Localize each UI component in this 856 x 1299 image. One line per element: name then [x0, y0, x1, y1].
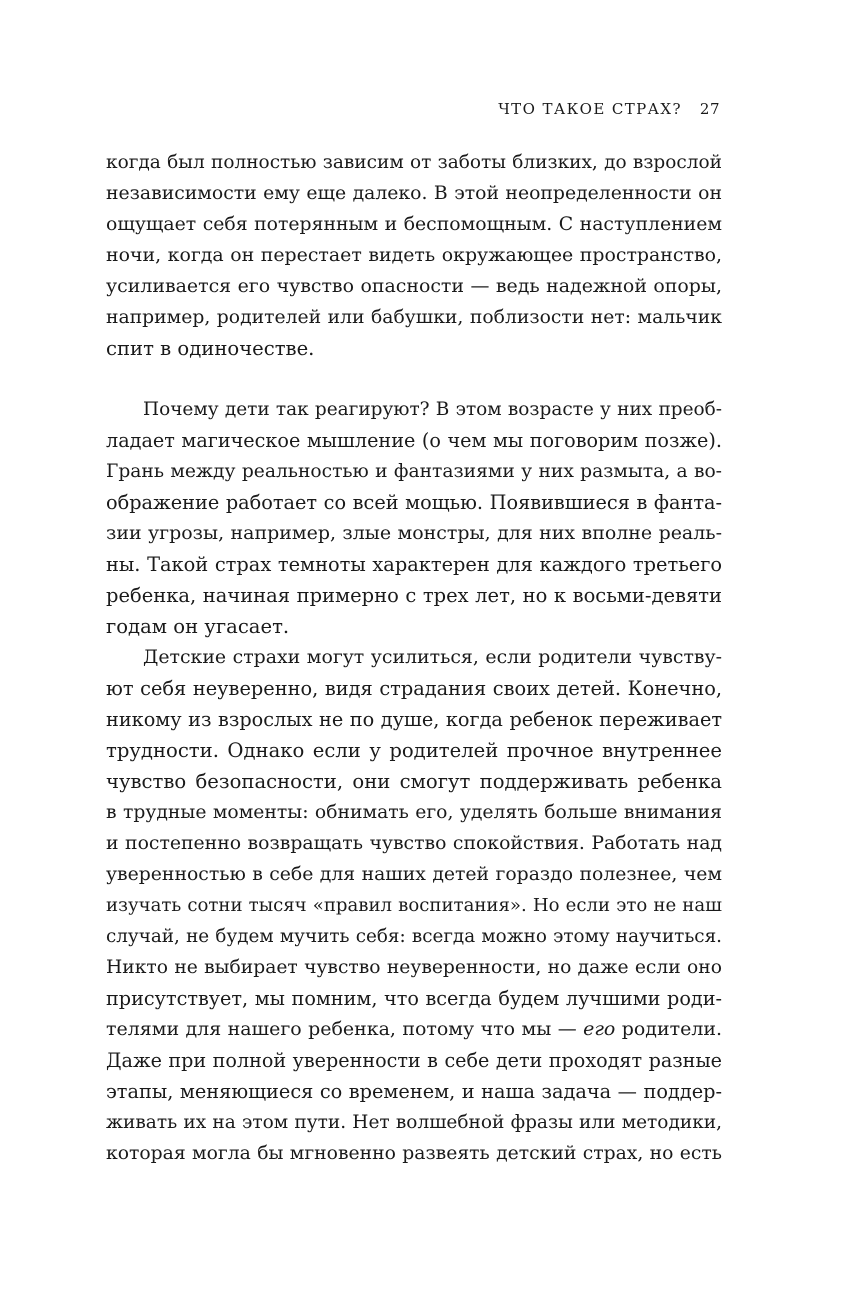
text-line: ображение работает со всей мощью. Появившиеся в фанта-: [106, 491, 722, 514]
text-line: ребенка, начиная примерно с трех лет, но к восьми-девяти: [106, 584, 722, 607]
text-line: зии угрозы, например, злые монстры, для них вполне реаль-: [106, 522, 722, 544]
text-line: никому из взрослых не по душе, когда ребенок переживает: [106, 708, 722, 731]
text-fragment: родители.: [621, 1018, 723, 1040]
text-line: которая могла бы мгновенно развеять детский страх, но есть: [106, 1143, 722, 1164]
body-text: [106, 394, 722, 1169]
text-line: независимости ему еще далеко. В этой неопределенности он: [106, 183, 722, 204]
text-line: присутствует, мы помним, что всегда будем лучшими роди-: [106, 987, 722, 1010]
text-line: этапы, меняющиеся со временем, и наша задача — поддер-: [106, 1080, 722, 1103]
text-line: изучать сотни тысяч «правил воспитания». Но если это не наш: [106, 895, 722, 916]
chapter-title: ЧТО ТАКОЕ СТРАХ?: [498, 100, 682, 118]
text-line: Детские страхи могут усилиться, если родители чувству-: [143, 646, 722, 668]
text-line: случай, не будем мучить себя: всегда можно этому научиться.: [106, 926, 722, 947]
text-line: ладает магическое мышление (о чем мы поговорим позже).: [106, 429, 722, 452]
text-line: трудности. Однако если у родителей прочное внутреннее: [106, 739, 722, 762]
text-line-with-emphasis: [106, 1014, 722, 1045]
text-line: ночи, когда он перестает видеть окружающее пространство,: [106, 244, 722, 266]
text-line: годам он угасает.: [106, 615, 290, 638]
text-line: ны. Такой страх темноты характерен для каждого третьего: [106, 553, 722, 576]
text-line: в трудные моменты: обнимать его, уделять больше внимания: [106, 802, 722, 823]
text-line: и постепенно возвращать чувство спокойствия. Работать над: [106, 833, 722, 854]
text-line: Почему дети так реагируют? В этом возрасте у них преоб-: [143, 399, 722, 420]
emphasized-word: его: [583, 1018, 616, 1040]
text-line: когда был полностью зависим от заботы близких, до взрослой: [106, 152, 722, 173]
paragraph-parental-confidence: [106, 642, 722, 1169]
text-line: Никто не выбирает чувство неуверенности, но даже если оно: [106, 957, 722, 978]
text-line: ют себя неуверенно, видя страдания своих детей. Конечно,: [106, 677, 722, 700]
text-line: спит в одиночестве.: [106, 337, 315, 360]
text-fragment: телями для нашего ребенка, потому что мы —: [106, 1018, 577, 1040]
paragraph-why-children-react: [106, 394, 722, 642]
text-line: усиливается его чувство опасности — ведь надежной опоры,: [106, 275, 722, 297]
text-line: например, родителей или бабушки, поблизости нет: мальчик: [106, 307, 722, 328]
text-line: уверенностью в себе для наших детей гораздо полезнее, чем: [106, 864, 722, 885]
text-line: Даже при полной уверенности в себе дети проходят разные: [106, 1049, 722, 1072]
text-line: Грань между реальностью и фантазиями у них размыта, а во-: [106, 461, 722, 482]
running-head: [498, 100, 720, 118]
paragraph-continuation: [106, 147, 722, 364]
text-line: ощущает себя потерянным и беспомощным. С наступлением: [106, 214, 722, 235]
page-number: 27: [699, 100, 720, 118]
text-line: живать их на этом пути. Нет волшебной фразы или методики,: [106, 1112, 722, 1133]
text-line: чувство безопасности, они смогут поддерживать ребенка: [106, 770, 722, 793]
